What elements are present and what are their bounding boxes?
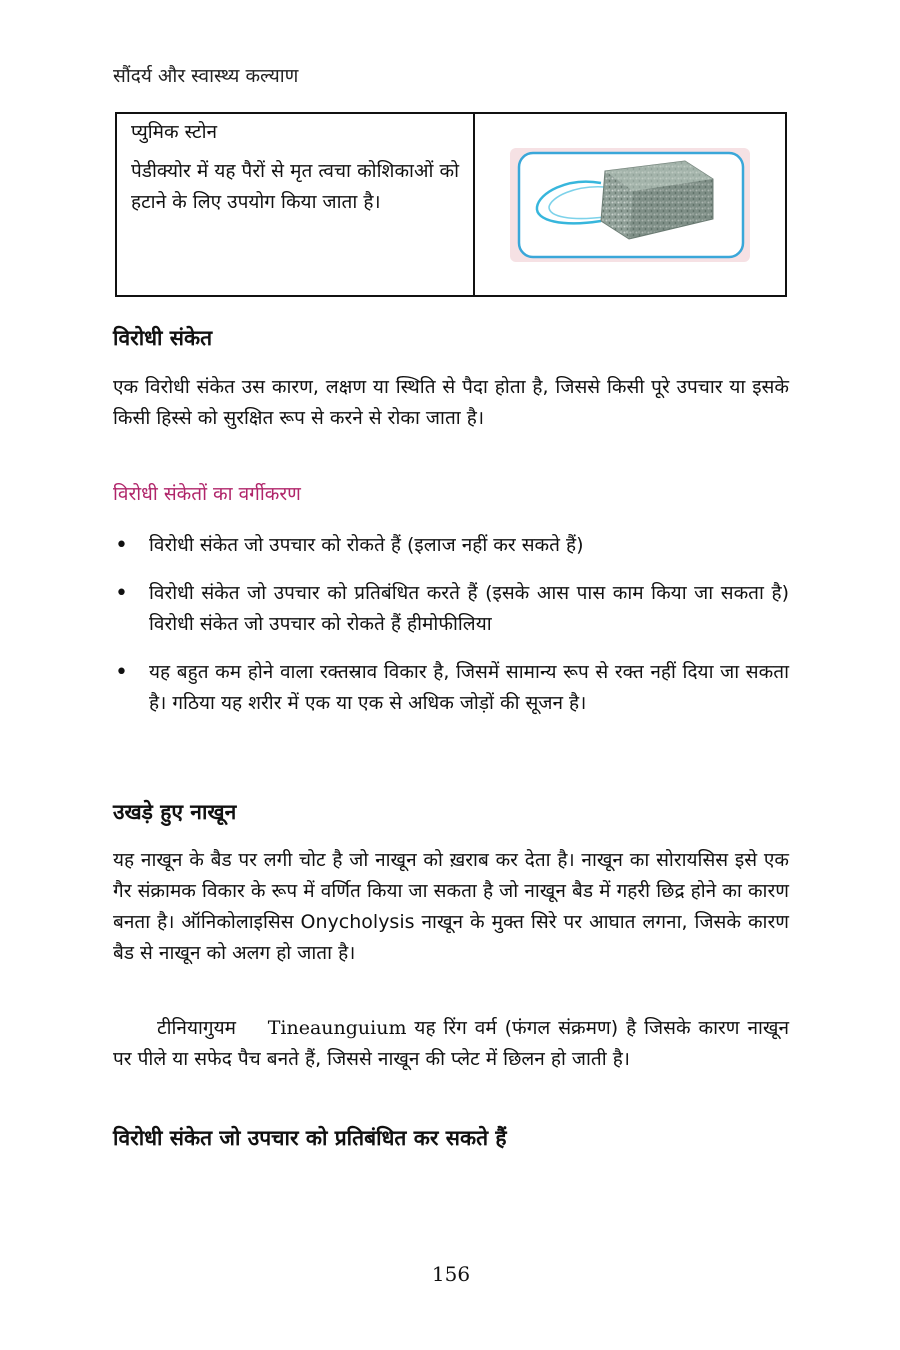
classification-heading: विरोधी संकेतों का वर्गीकरण	[113, 483, 301, 505]
image-cell	[475, 114, 785, 295]
bullet-icon: •	[115, 581, 128, 606]
nails-paragraph-1: यह नाखून के बैड पर लगी चोट है जो नाखून को ख़राब कर देता है। नाखून का सोरायसिस इसे एक गैर संक्रामक विकार के रूप में वर्णित किया जा सकता है जो नाखून बैड में गहरी छिद्र होने का कारण बनता है। ऑनिकोलाइसिस Onycholysis नाखून के मुक्त सिरे पर आघात लगना, जिसके कारण बैड से नाखून को अलग हो जाता है।	[113, 849, 789, 964]
contraindication-definition: एक विरोधी संकेत उस कारण, लक्षण या स्थिति से पैदा होता है, जिससे किसी पूरे उपचार या इसके किसी हिस्से को सुरक्षित रूप से करने से रोका जाता है।	[113, 376, 789, 429]
page-number: 156	[431, 1262, 471, 1286]
nails-heading: उखड़े हुए नाखून	[113, 800, 237, 824]
term-name: प्युमिक स्टोन	[131, 121, 218, 143]
bullet-icon: •	[115, 660, 128, 685]
pumice-stone-image	[509, 147, 751, 263]
list-item: • विरोधी संकेत जो उपचार को प्रतिबंधित करते हैं (इसके आस पास काम किया जा सकता है) विरोधी संकेत जो उपचार को रोकते हैं हीमोफीलिया	[113, 578, 789, 640]
list-item: • विरोधी संकेत जो उपचार को रोकते हैं (इलाज नहीं कर सकते हैं)	[113, 530, 789, 561]
term-description: पेडीक्योर में यह पैरों से मृत त्वचा कोशिकाओं को हटाने के लिए उपयोग किया जाता है।	[131, 160, 459, 213]
running-header: सौंदर्य और स्वास्थ्य कल्याण	[113, 65, 299, 87]
bullet-icon: •	[115, 533, 128, 558]
list-item: • यह बहुत कम होने वाला रक्तस्राव विकार है, जिसमें सामान्य रूप से रक्त नहीं दिया जा सकता है। गठिया यह शरीर में एक या एक से अधिक जोड़ों की सूजन है।	[113, 657, 789, 719]
pumice-stone-table	[115, 112, 787, 297]
nails-paragraph-2: टीनियागुयम Tineaunguium यह रिंग वर्म (फंगल संक्रमण) है जिसके कारण नाखून पर पीले या सफेद पैच बनते हैं, जिससे नाखून की प्लेट में छिलन हो जाती है।	[113, 1017, 789, 1070]
restrict-heading: विरोधी संकेत जो उपचार को प्रतिबंधित कर सकते हैं	[113, 1126, 507, 1150]
term-cell	[117, 114, 475, 295]
contraindication-heading: विरोधी संकेत	[113, 326, 213, 350]
classification-list	[113, 530, 789, 719]
